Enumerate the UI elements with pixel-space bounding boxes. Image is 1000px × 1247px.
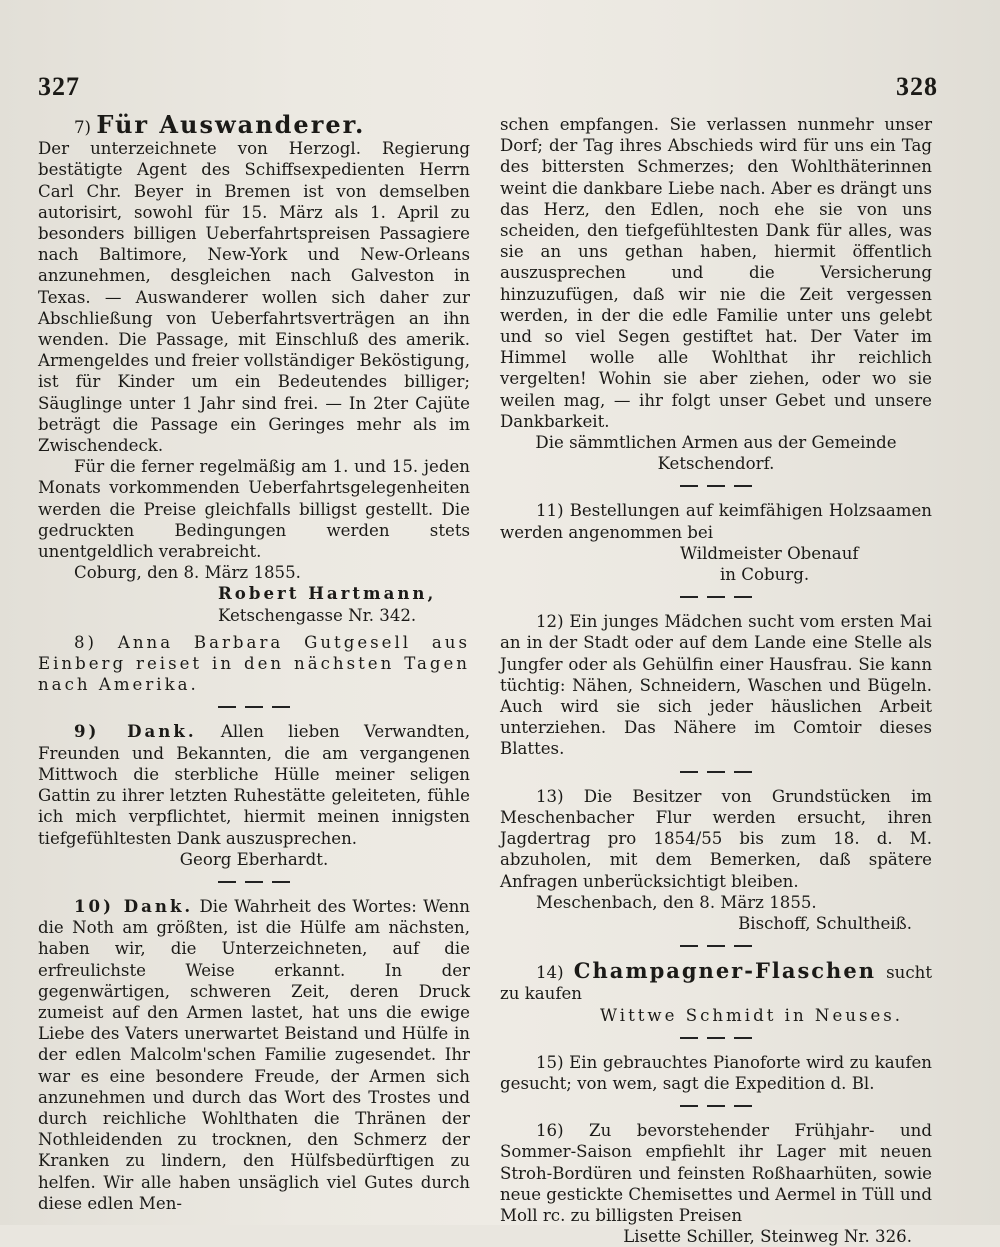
advert-8-text: 8) Anna Barbara Gutgesell aus Einberg reiset in den nächsten Tagen nach Amerika. (38, 632, 470, 695)
advert-9-signature: Georg Eberhardt. (179, 849, 329, 869)
advert-14-signature: Wittwe Schmidt in Neuses. (600, 1005, 904, 1025)
advert-11 (500, 500, 932, 585)
advert-12 (500, 611, 932, 759)
advert-11-signature-name: Wildmeister Obenauf (680, 543, 859, 563)
advert-10-signature-line-2: Ketschendorf. (657, 454, 775, 474)
separator-rule (218, 878, 290, 886)
separator-rule (680, 1102, 752, 1110)
advert-7-dateline: Coburg, den 8. März 1855. (74, 563, 301, 583)
advert-7-emigrants (38, 110, 470, 626)
right-column (500, 114, 932, 1247)
advert-11-text: 11) Bestellungen auf keimfähigen Holzsaamen werden angenommen bei (500, 501, 932, 542)
separator-rule (680, 482, 752, 490)
advert-9-thanks (38, 721, 470, 869)
separator-rule (680, 768, 752, 776)
advert-7-signature-name: Robert Hartmann, (218, 583, 437, 604)
page-number-left: 327 (38, 72, 80, 101)
advert-13 (500, 786, 932, 934)
advert-10-lead: 10) Dank. (74, 895, 194, 916)
separator-rule (680, 593, 752, 601)
advert-13-dateline: Meschenbach, den 8. März 1855. (536, 892, 817, 912)
advert-9-lead: 9) Dank. (74, 721, 197, 742)
advert-7-number: 7) (74, 118, 92, 137)
advert-7-body: Der unterzeichnete von Herzogl. Regierung bestätigte Agent des Schiffsexpedienten Herrn Carl Chr. Beyer in Bremen ist von demselben autorisirt, sowohl für 15. März als 1. April zu besonders billigen Ueberfahrtspreisen Passagiere nach Baltimore, New-York und New-Orleans anzunehmen, desgleichen nach Galveston in Texas. — Auswanderer wollen sich daher zur Abschließung von Ueberfahrtsverträgen an ihn wenden. Die Passage, mit Einschluß des amerik. Armengeldes und freier vollständiger Beköstigung, ist für Kinder um ein Bedeutendes billiger; Säuglinge unter 1 Jahr sind frei. — In 2ter Cajüte beträgt die Passage ein Geringes mehr als im Zwischendeck. (38, 139, 470, 456)
advert-7-title: Für Auswanderer. (96, 110, 366, 139)
advert-11-signature-place: in Coburg. (720, 565, 810, 585)
advert-14-number: 14) (536, 963, 564, 983)
advert-14-headline: Champagner-Flaschen (573, 958, 876, 984)
advert-16 (500, 1120, 932, 1247)
left-column (38, 110, 471, 1214)
separator-rule (218, 703, 290, 711)
advert-7-body-2: Für die ferner regelmäßig am 1. und 15. jeden Monats vorkommenden Ueberfahrtsgelegenheiten werden die Preise gleichfalls billigst gestellt. Die gedruckten Bedingungen werden stets unentgeldlich verabreicht. (38, 457, 470, 562)
advert-9-text: Allen lieben Verwandten, Freunden und Bekannten, die am vergangenen Mittwoch die sterbliche Hülle meiner seligen Gattin zu ihrer letzten Ruhestätte geleiteten, fühle ich mich verpflichtet, hiermit meinen innigsten tiefgefühltesten Dank auszusprechen. (38, 722, 471, 848)
advert-10-continued-text: schen empfangen. Sie verlassen nunmehr unser Dorf; der Tag ihres Abschieds wird für uns ein Tag des bittersten Schmerzes; den Wohlthäterinnen weint die dankbare Liebe nach. Aber es drängt uns das Herz, den Edlen, noch ehe sie von uns scheiden, den tiefgefühltesten Dank für alles, was sie an uns gethan haben, hiermit öffentlich auszusprechen und die Versicherung hinzuzufügen, daß wir nie die Zeit vergessen werden, in der die edle Familie unter uns gelebt und so viel Segen gestiftet hat. Der Vater im Himmel wolle alle Wohlthat ihr reichlich vergelten! Wohin sie aber ziehen, oder wo sie weilen mag, — ihr folgt unser Gebet und unsere Dankbarkeit. (500, 115, 932, 431)
advert-13-signature: Bischoff, Schultheiß. (738, 913, 912, 933)
advert-10-text: Die Wahrheit des Wortes: Wenn die Noth am größten, ist die Hülfe am nächsten, haben wir, die Unterzeichneten, auf die erfreulichste Weise erkannt. In der gegenwärtigen, schweren Zeit, deren Druck zumeist auf den Armen lastet, hat uns die ewige Liebe des Vaters unerwartet Beistand und Hülfe in der edlen Malcolm'schen Familie zugesendet. Ihr war es eine besondere Freude, der Armen sich anzunehmen und durch das Wort des Trostes und durch reichliche Wohlthaten die Thränen der Nothleidenden zu trocknen, den Schmerz der Kranken zu lindern, den Hülfsbedürftigen zu helfen. Wir alle haben unsäglich viel Gutes durch diese edlen Men- (38, 896, 470, 1213)
advert-10-signature-line-1: Die sämmtlichen Armen aus der Gemeinde (535, 433, 897, 453)
advert-8 (38, 632, 470, 696)
advert-15 (500, 1052, 932, 1094)
advert-16-text: 16) Zu bevorstehender Frühjahr- und Sommer-Saison empfiehlt ihr Lager mit neuen Stroh-Bordüren und feinsten Roßhaarhüten, sowie neue gestickte Chemisettes und Aermel in Tüll und Moll rc. zu billigsten Preisen (500, 1121, 932, 1225)
advert-14-tail: sucht zu kaufen (500, 963, 932, 1004)
advert-7-signature-address: Ketschengasse Nr. 342. (218, 605, 417, 625)
separator-rule (680, 1034, 752, 1042)
advert-14 (500, 960, 932, 1026)
advert-12-text: 12) Ein junges Mädchen sucht vom ersten Mai an in der Stadt oder auf dem Lande eine Stelle als Jungfer oder als Gehülfin einer Hausfrau. Sie kann tüchtig: Nähen, Schneidern, Waschen und Bügeln. Auch wird sie sich jeder häuslichen Arbeit unterziehen. Das Nähere im Comtoir dieses Blattes. (500, 612, 932, 759)
advert-10-thanks (38, 896, 470, 1214)
advert-16-signature: Lisette Schiller, Steinweg Nr. 326. (623, 1227, 912, 1247)
advert-10-continued (500, 114, 932, 474)
separator-rule (680, 942, 752, 950)
page-number-right: 328 (896, 72, 938, 101)
advert-15-text: 15) Ein gebrauchtes Pianoforte wird zu kaufen gesucht; von wem, sagt die Expedition d. Bl. (500, 1052, 932, 1093)
advert-13-text: 13) Die Besitzer von Grundstücken im Meschenbacher Flur werden ersucht, ihren Jagdertrag pro 1854/55 bis zum 18. d. M. abzuholen, mit dem Bemerken, daß spätere Anfragen unberücksichtigt bleiben. (500, 786, 932, 891)
